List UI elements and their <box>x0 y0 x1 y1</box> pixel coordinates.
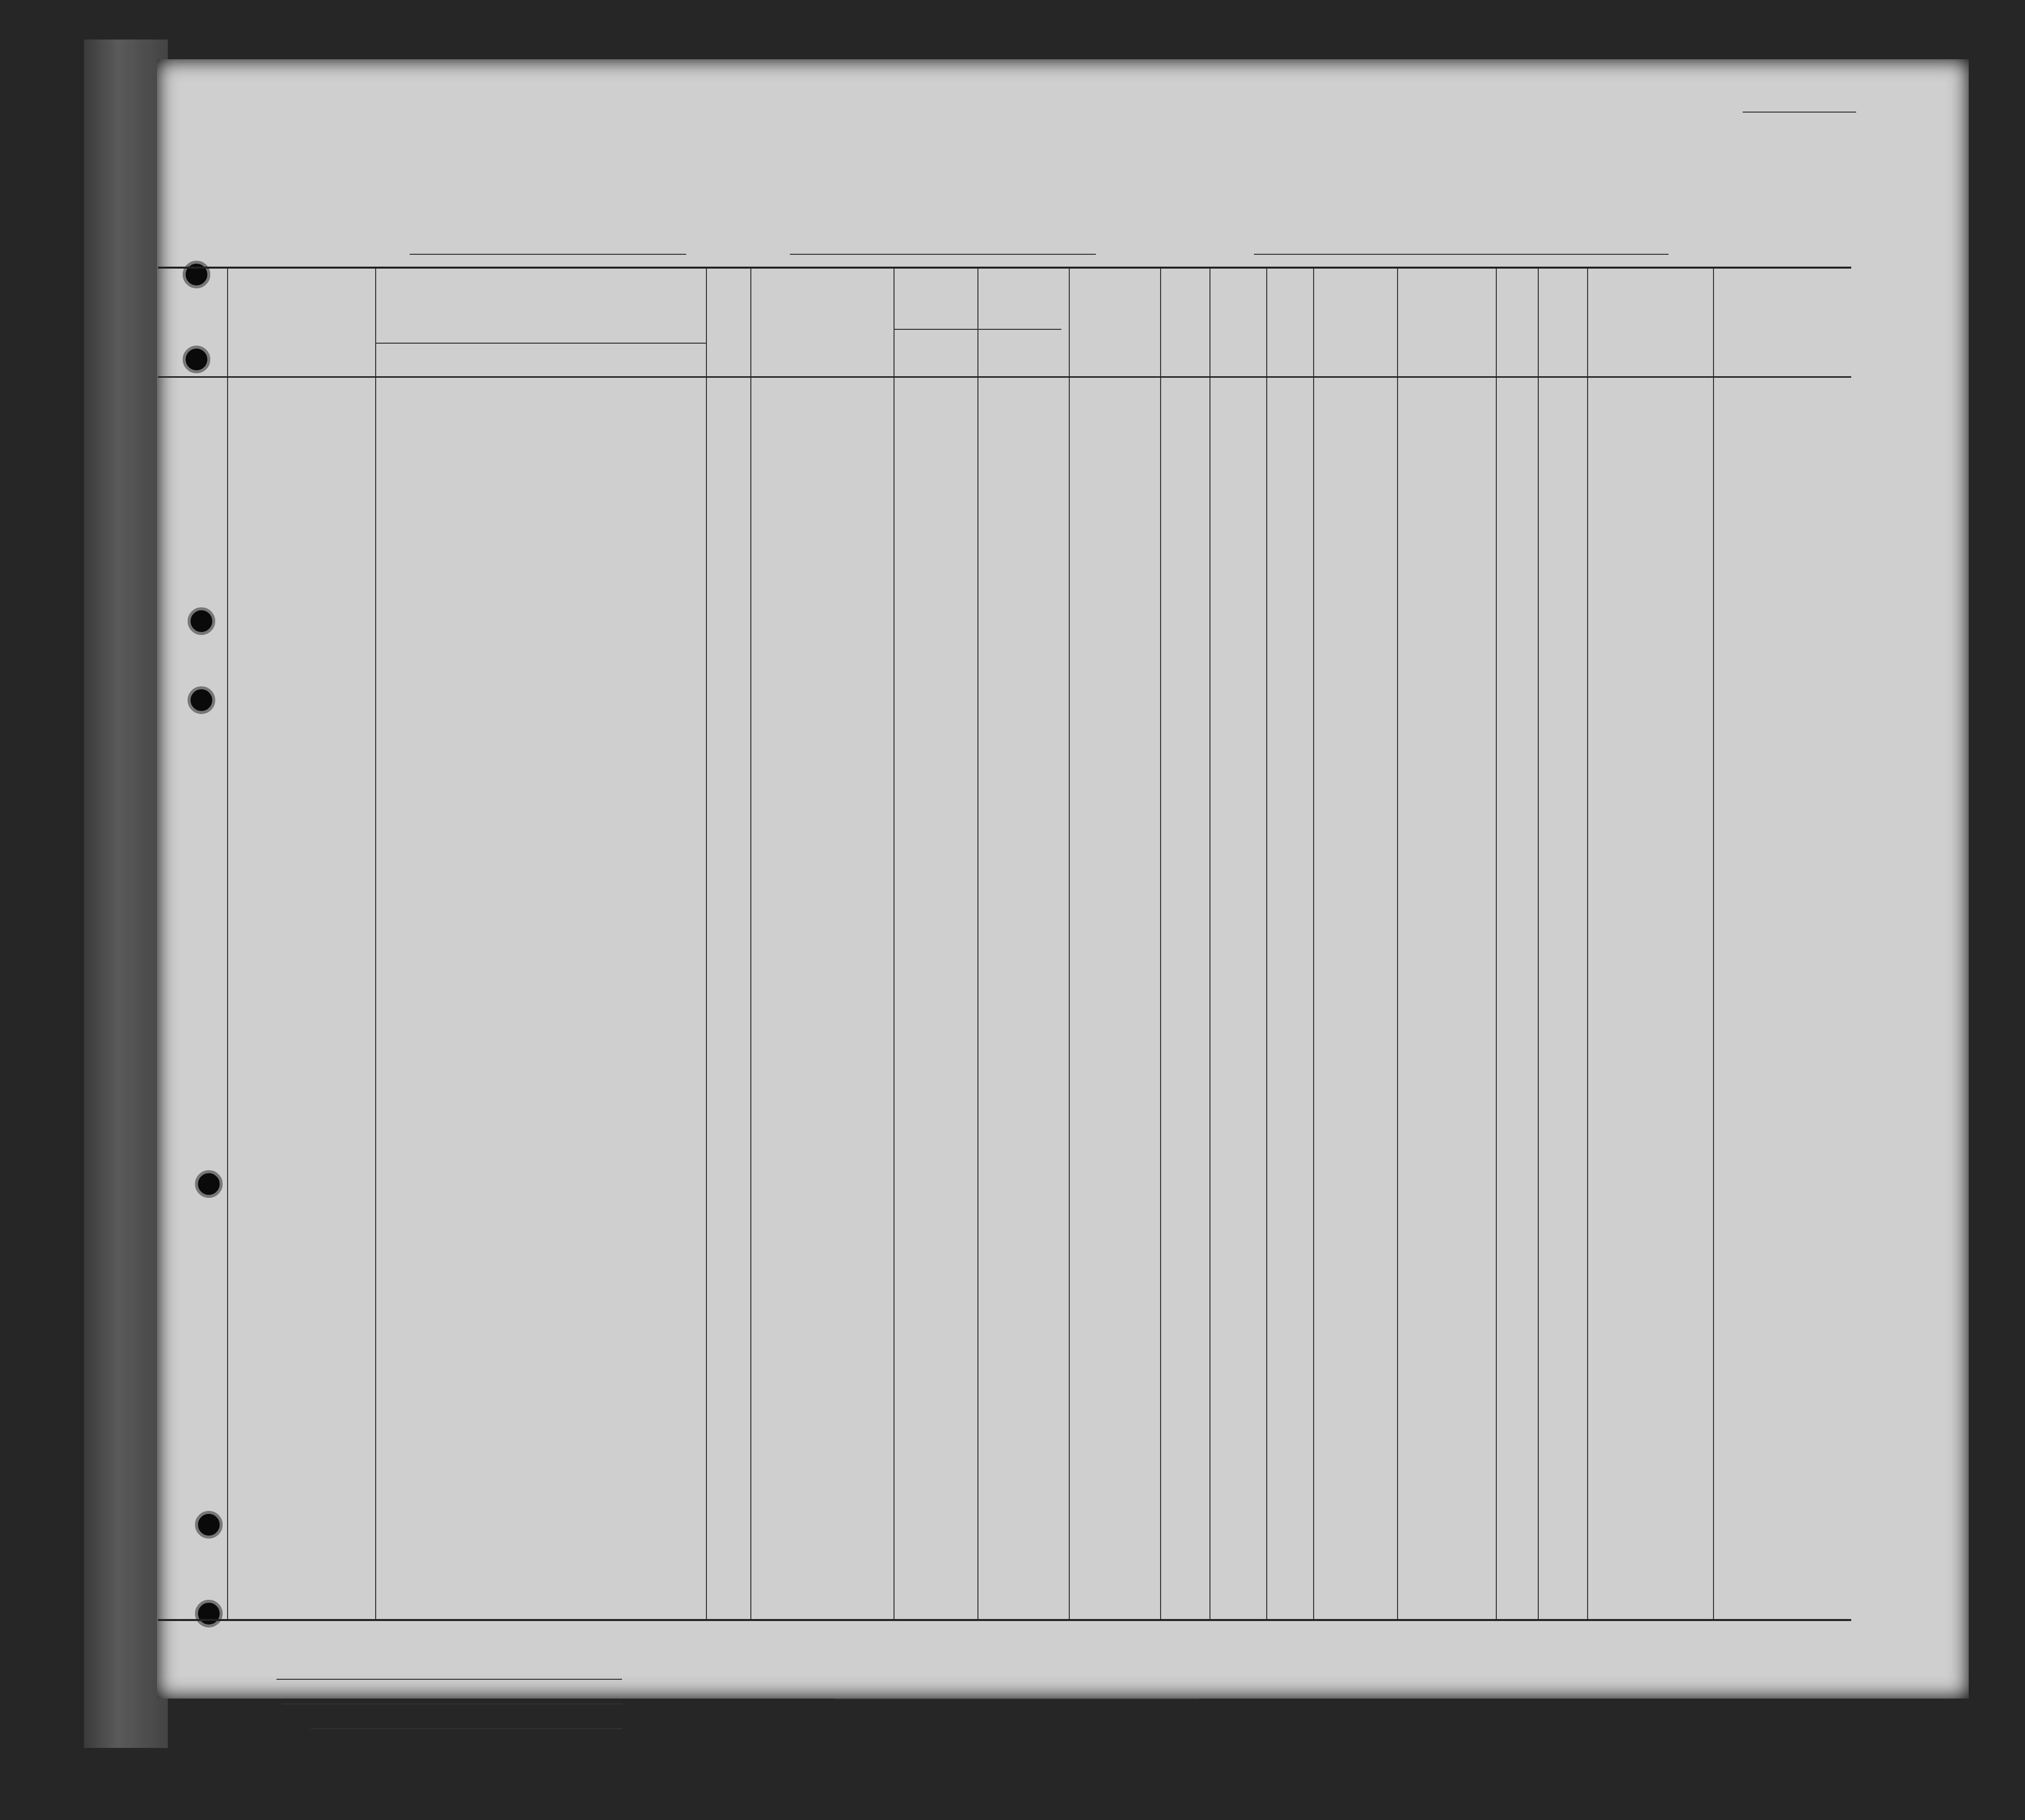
col-header-height <box>1496 283 1538 288</box>
manifest-table <box>158 267 1851 1621</box>
col-header-no <box>158 283 227 288</box>
column-rule <box>1209 269 1210 1619</box>
signature-rule <box>834 1699 1200 1700</box>
column-rule <box>750 269 751 1619</box>
column-rule <box>375 269 376 1619</box>
owners-rule <box>281 1703 622 1704</box>
col-header-position <box>755 283 889 288</box>
column-rule <box>1397 269 1398 1619</box>
shipped-subheader-rule <box>894 329 1061 330</box>
column-rule <box>706 269 707 1619</box>
col-header-physical-marks <box>1590 283 1711 288</box>
col-header-race <box>1313 283 1397 288</box>
column-rule <box>894 269 895 1619</box>
sheet-field-rule <box>1743 112 1856 113</box>
vessel-rule <box>410 254 686 255</box>
column-rule <box>1587 269 1588 1619</box>
agents-rule <box>311 1728 622 1729</box>
col-header-service-length <box>706 283 750 288</box>
arriving-rule <box>790 254 1096 255</box>
column-rule <box>1496 269 1497 1619</box>
vessel-line <box>326 227 1807 257</box>
col-header-sex <box>1266 283 1313 288</box>
col-header-age <box>1209 283 1266 288</box>
col-header-weight <box>1538 283 1587 288</box>
column-rule <box>1313 269 1314 1619</box>
column-rule <box>1538 269 1539 1619</box>
column-rule <box>977 269 978 1619</box>
col-header-previous-voyage <box>232 283 370 288</box>
column-rule <box>1713 269 1714 1619</box>
col-header-name <box>375 283 706 288</box>
column-rule <box>1266 269 1267 1619</box>
col-header-shipped <box>894 283 1061 288</box>
col-header-nationality <box>1397 283 1496 288</box>
column-rule <box>1069 269 1070 1619</box>
column-rule <box>227 269 228 1619</box>
from-port-rule <box>1254 254 1669 255</box>
binding-edge <box>84 40 168 1748</box>
column-rule <box>1160 269 1161 1619</box>
header-bottom-rule <box>158 376 1851 378</box>
name-subheader-rule <box>375 343 706 344</box>
col-header-paid-off <box>1071 283 1158 288</box>
line-rule <box>276 1679 622 1680</box>
col-header-read <box>1163 283 1207 288</box>
